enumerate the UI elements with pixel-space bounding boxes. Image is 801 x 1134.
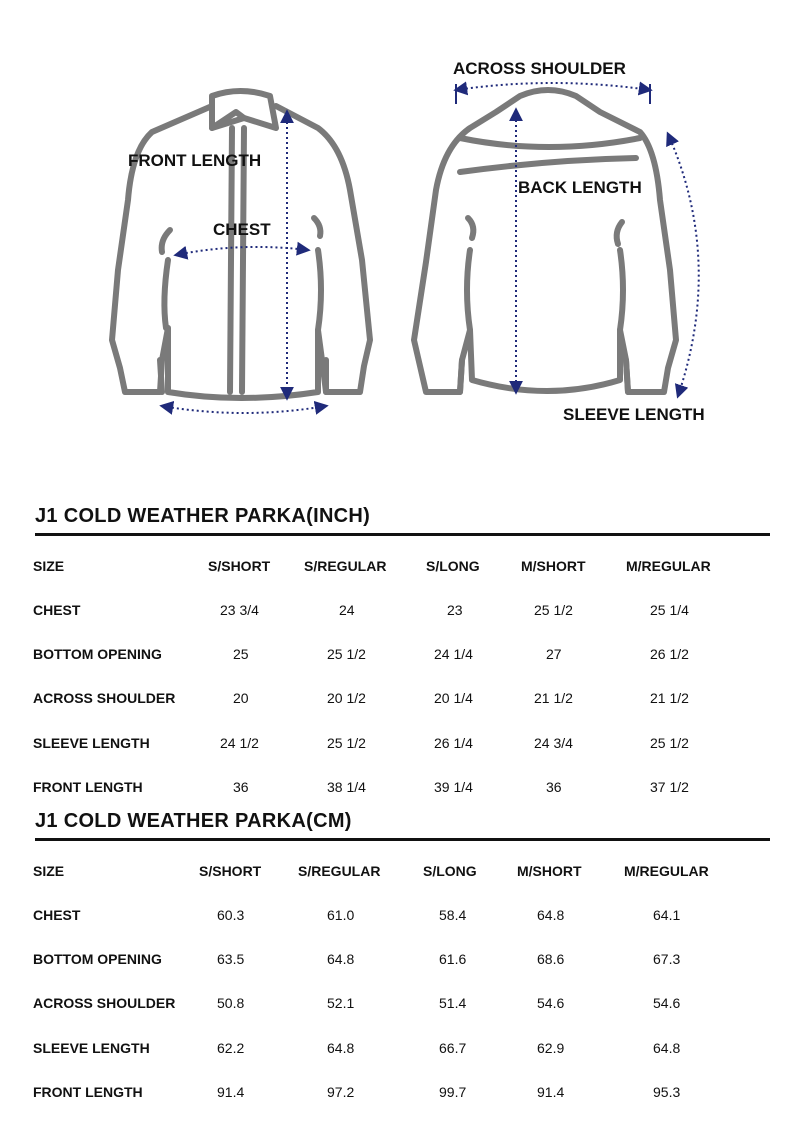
row-label: ACROSS SHOULDER	[33, 690, 176, 706]
table-cell: 91.4	[537, 1084, 565, 1100]
table-cell: 64.8	[327, 1040, 355, 1056]
column-header: M/REGULAR	[624, 863, 709, 879]
row-label: CHEST	[33, 907, 81, 923]
table-row	[0, 690, 801, 710]
table-cell: 68.6	[537, 951, 565, 967]
table-cell: 26 1/4	[434, 735, 473, 751]
table-cell: 64.8	[327, 951, 355, 967]
row-label: CHEST	[33, 602, 81, 618]
table-cell: 58.4	[439, 907, 467, 923]
across-shoulder-label: ACROSS SHOULDER	[453, 59, 626, 78]
table-header-row	[0, 863, 801, 883]
back-shirt-outline	[414, 90, 676, 392]
table-cell: 54.6	[537, 995, 565, 1011]
table-cell: 25 1/2	[534, 602, 573, 618]
table-title: J1 COLD WEATHER PARKA(INCH)	[35, 505, 371, 527]
column-header: S/LONG	[423, 863, 477, 879]
table-cell: 37 1/2	[650, 779, 689, 795]
table-cell: 24 1/2	[220, 735, 259, 751]
table-cell: 20 1/4	[434, 690, 473, 706]
table-cell: 67.3	[653, 951, 681, 967]
table-cell: 61.0	[327, 907, 355, 923]
table-cell: 23 3/4	[220, 602, 259, 618]
table-cell: 54.6	[653, 995, 681, 1011]
table-cell: 63.5	[217, 951, 245, 967]
table-row	[0, 779, 801, 799]
table-cell: 95.3	[653, 1084, 681, 1100]
column-header: S/REGULAR	[298, 863, 381, 879]
table-cell: 62.2	[217, 1040, 245, 1056]
table-row	[0, 995, 801, 1015]
table-cell: 64.1	[653, 907, 681, 923]
table-cell: 25 1/2	[650, 735, 689, 751]
table-cell: 27	[546, 646, 562, 662]
table-cell: 36	[546, 779, 562, 795]
divider	[35, 838, 770, 841]
table-row	[0, 1084, 801, 1104]
measurement-diagram	[0, 0, 801, 460]
table-cell: 21 1/2	[650, 690, 689, 706]
table-cell: 99.7	[439, 1084, 467, 1100]
table-cell: 62.9	[537, 1040, 565, 1056]
table-cell: 26 1/2	[650, 646, 689, 662]
table-cell: 52.1	[327, 995, 355, 1011]
table-cell: 39 1/4	[434, 779, 473, 795]
row-label: ACROSS SHOULDER	[33, 995, 176, 1011]
table-cell: 60.3	[217, 907, 245, 923]
row-label: FRONT LENGTH	[33, 1084, 143, 1100]
table-cell: 25 1/2	[327, 646, 366, 662]
table-title: J1 COLD WEATHER PARKA(CM)	[35, 810, 352, 832]
sleeve-length-label: SLEEVE LENGTH	[563, 405, 705, 424]
table-cell: 25 1/2	[327, 735, 366, 751]
size-header: SIZE	[33, 558, 65, 574]
column-header: S/LONG	[426, 558, 480, 574]
size-table-cm	[0, 810, 801, 1110]
row-label: BOTTOM OPENING	[33, 951, 162, 967]
table-row	[0, 735, 801, 755]
table-cell: 64.8	[653, 1040, 681, 1056]
table-cell: 24	[339, 602, 355, 618]
table-row	[0, 907, 801, 927]
table-cell: 61.6	[439, 951, 467, 967]
column-header: M/REGULAR	[626, 558, 711, 574]
table-header-row	[0, 558, 801, 578]
table-cell: 20	[233, 690, 249, 706]
table-row	[0, 602, 801, 622]
table-cell: 64.8	[537, 907, 565, 923]
back-length-label: BACK LENGTH	[518, 178, 642, 197]
row-label: BOTTOM OPENING	[33, 646, 162, 662]
table-cell: 25 1/4	[650, 602, 689, 618]
table-cell: 91.4	[217, 1084, 245, 1100]
column-header: S/SHORT	[208, 558, 271, 574]
table-row	[0, 646, 801, 666]
table-cell: 97.2	[327, 1084, 355, 1100]
row-label: SLEEVE LENGTH	[33, 1040, 150, 1056]
front-shirt-outline	[112, 91, 370, 398]
table-row	[0, 951, 801, 971]
divider	[35, 533, 770, 536]
table-cell: 24 1/4	[434, 646, 473, 662]
row-label: FRONT LENGTH	[33, 779, 143, 795]
table-cell: 20 1/2	[327, 690, 366, 706]
row-label: SLEEVE LENGTH	[33, 735, 150, 751]
size-header: SIZE	[33, 863, 65, 879]
chest-label: CHEST	[213, 220, 271, 239]
table-cell: 21 1/2	[534, 690, 573, 706]
table-cell: 24 3/4	[534, 735, 573, 751]
size-table-inch	[0, 505, 801, 805]
table-cell: 50.8	[217, 995, 245, 1011]
bottom-opening-arrow	[162, 406, 326, 413]
table-cell: 23	[447, 602, 463, 618]
table-cell: 51.4	[439, 995, 467, 1011]
table-row	[0, 1040, 801, 1060]
table-cell: 38 1/4	[327, 779, 366, 795]
column-header: M/SHORT	[521, 558, 586, 574]
column-header: S/SHORT	[199, 863, 262, 879]
column-header: S/REGULAR	[304, 558, 387, 574]
table-cell: 66.7	[439, 1040, 467, 1056]
column-header: M/SHORT	[517, 863, 582, 879]
front-length-label: FRONT LENGTH	[128, 151, 262, 170]
table-cell: 25	[233, 646, 249, 662]
table-cell: 36	[233, 779, 249, 795]
